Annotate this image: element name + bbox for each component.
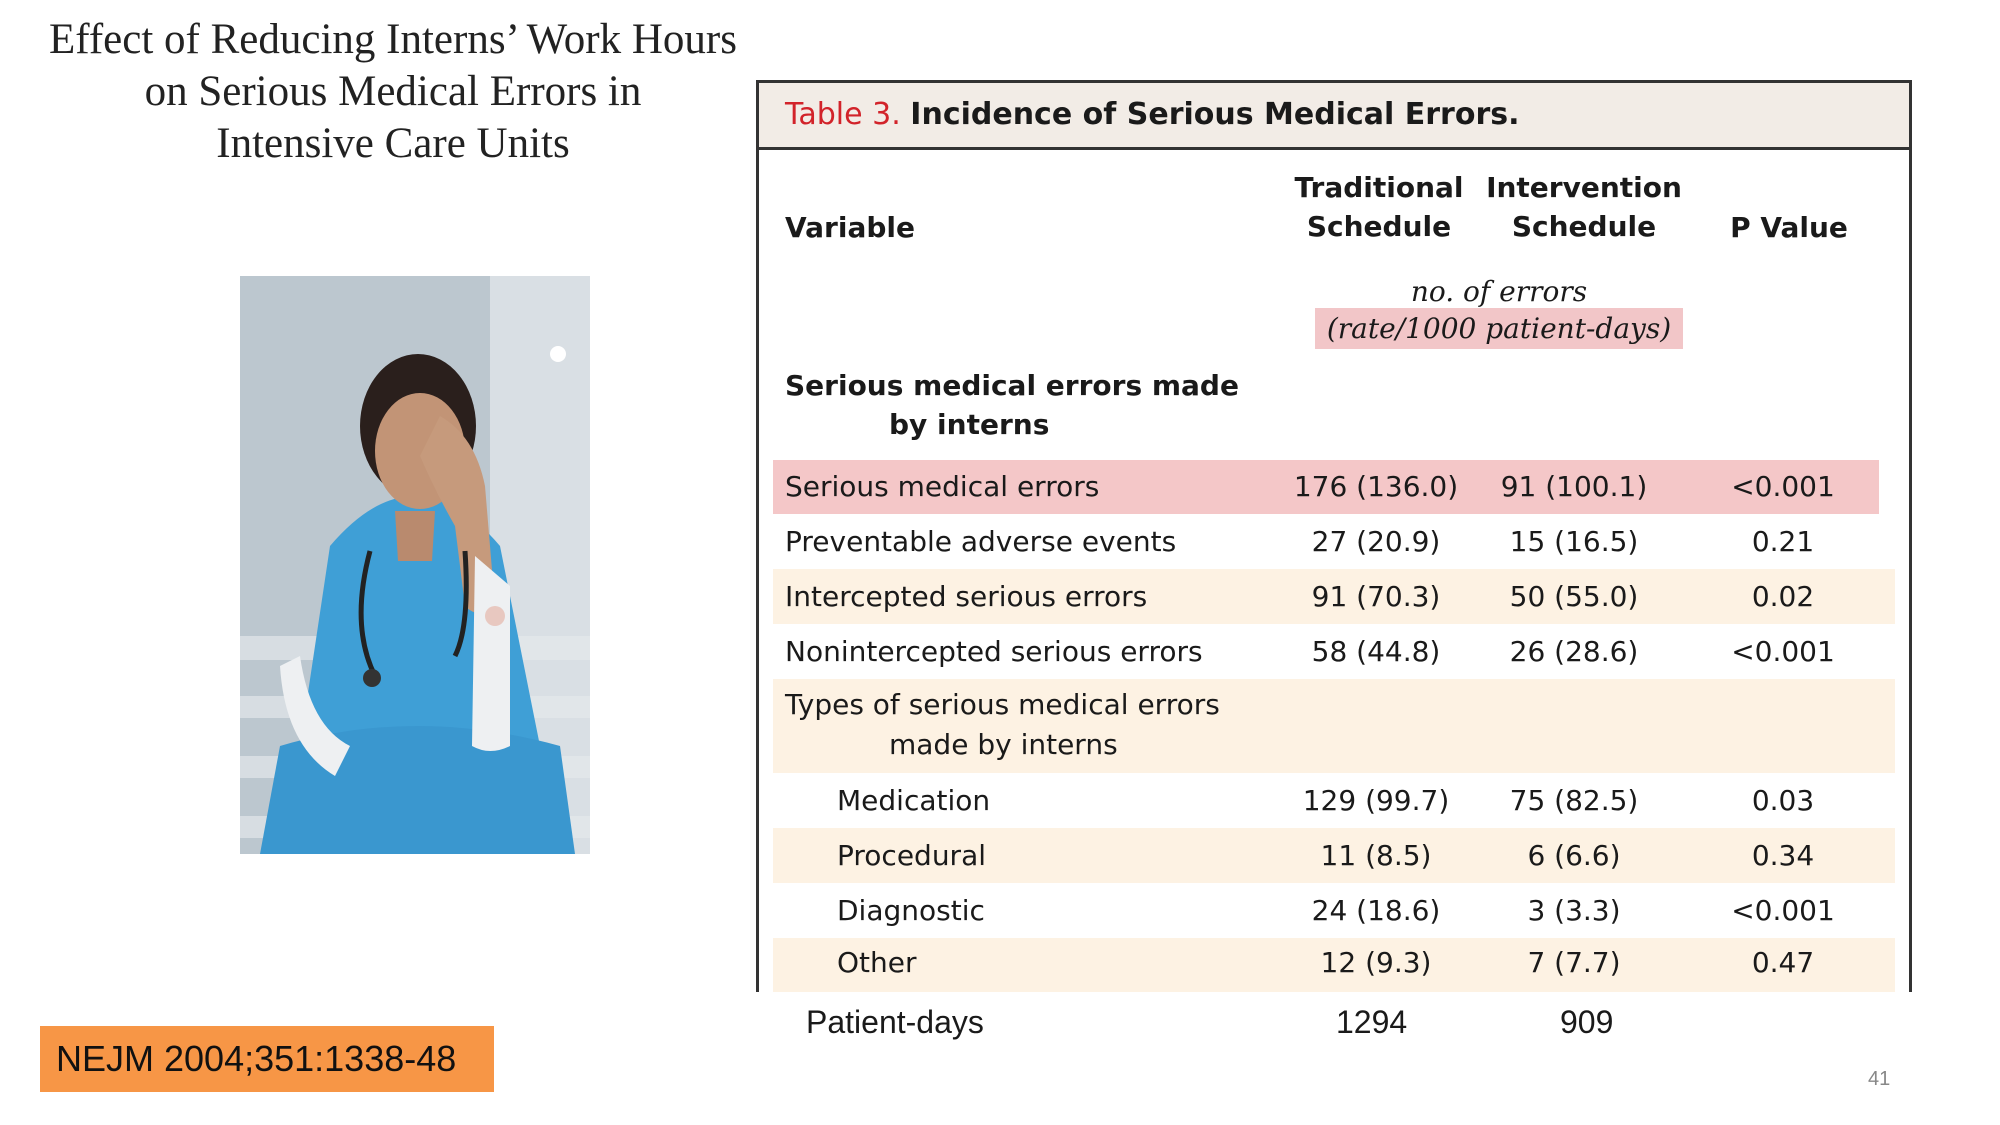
row-p-value: <0.001 <box>1731 470 1835 503</box>
row-traditional: 12 (9.3) <box>1320 946 1432 979</box>
patient-days-label: Patient-days <box>806 1004 984 1040</box>
row-intervention: 15 (16.5) <box>1509 525 1639 558</box>
table-row <box>773 938 1895 992</box>
title-line-1: Effect of Reducing Interns’ Work Hours <box>49 16 737 63</box>
title-line-2: on Serious Medical Errors in <box>144 68 642 115</box>
row-intervention: 50 (55.0) <box>1509 580 1639 613</box>
header-p-value: P Value <box>1730 211 1848 244</box>
row-traditional: 11 (8.5) <box>1320 839 1432 872</box>
row-variable: Intercepted serious errors <box>785 580 1148 613</box>
patient-days-intervention: 909 <box>1560 1004 1614 1040</box>
header-traditional <box>1279 168 1479 246</box>
row-variable: Preventable adverse events <box>785 525 1177 558</box>
table-caption-text: Incidence of Serious Medical Errors. <box>910 97 1520 132</box>
row-intervention: 26 (28.6) <box>1509 635 1639 668</box>
row-variable: Procedural <box>837 839 987 872</box>
table-caption-label: Table 3. <box>785 97 901 132</box>
row-traditional: 176 (136.0) <box>1293 470 1459 503</box>
header-intervention <box>1469 168 1699 246</box>
header-intervention-line-2: Schedule <box>1511 210 1657 243</box>
row-p-value: <0.001 <box>1731 635 1835 668</box>
row-variable: Diagnostic <box>837 894 985 927</box>
row-traditional: 27 (20.9) <box>1311 525 1441 558</box>
row-p-value: 0.03 <box>1751 784 1815 817</box>
row-variable: Medication <box>837 784 991 817</box>
header-traditional-line-2: Schedule <box>1306 210 1452 243</box>
table-row <box>773 624 1895 679</box>
row-traditional: 91 (70.3) <box>1311 580 1441 613</box>
row-intervention: 7 (7.7) <box>1527 946 1621 979</box>
patient-days-traditional: 1294 <box>1336 1004 1408 1040</box>
row-variable: Nonintercepted serious errors <box>785 635 1203 668</box>
row-p-value: <0.001 <box>1731 894 1835 927</box>
units-line-1: no. of errors <box>1410 275 1588 308</box>
stressed-nurse-photo <box>240 276 590 854</box>
row-intervention: 3 (3.3) <box>1527 894 1621 927</box>
row-intervention: 75 (82.5) <box>1509 784 1639 817</box>
slide-title <box>18 14 768 170</box>
row-traditional: 129 (99.7) <box>1302 784 1450 817</box>
table-row <box>773 460 1879 514</box>
row-traditional: 58 (44.8) <box>1311 635 1441 668</box>
results-table <box>756 80 1912 992</box>
types-heading-row <box>773 679 1895 773</box>
row-intervention: 91 (100.1) <box>1500 470 1648 503</box>
table-row <box>773 514 1895 569</box>
units-line-2: (rate/1000 patient-days) <box>1315 308 1683 349</box>
section-heading-line-2: by interns <box>889 408 1050 441</box>
table-row <box>773 773 1895 828</box>
section-heading <box>785 366 1239 444</box>
header-traditional-line-1: Traditional <box>1294 171 1464 204</box>
row-p-value: 0.21 <box>1751 525 1815 558</box>
row-traditional: 24 (18.6) <box>1311 894 1441 927</box>
row-intervention: 6 (6.6) <box>1527 839 1621 872</box>
table-row <box>773 883 1895 938</box>
row-variable: Other <box>837 946 917 979</box>
header-variable: Variable <box>785 211 915 244</box>
table-caption <box>759 83 1909 150</box>
row-p-value: 0.34 <box>1751 839 1815 872</box>
section-heading-line-1: Serious medical errors made <box>785 369 1239 402</box>
page-number: 41 <box>1868 1068 1891 1090</box>
citation-badge: NEJM 2004;351:1338-48 <box>40 1026 494 1092</box>
row-p-value: 0.47 <box>1751 946 1815 979</box>
types-heading-line-2: made by interns <box>889 728 1118 761</box>
header-intervention-line-1: Intervention <box>1486 171 1682 204</box>
row-variable: Serious medical errors <box>785 470 1100 503</box>
units-note <box>1289 273 1709 347</box>
table-row <box>773 569 1895 624</box>
row-p-value: 0.02 <box>1751 580 1815 613</box>
table-row <box>773 828 1895 883</box>
types-heading-line-1: Types of serious medical errors <box>785 688 1220 721</box>
title-line-3: Intensive Care Units <box>216 120 570 167</box>
